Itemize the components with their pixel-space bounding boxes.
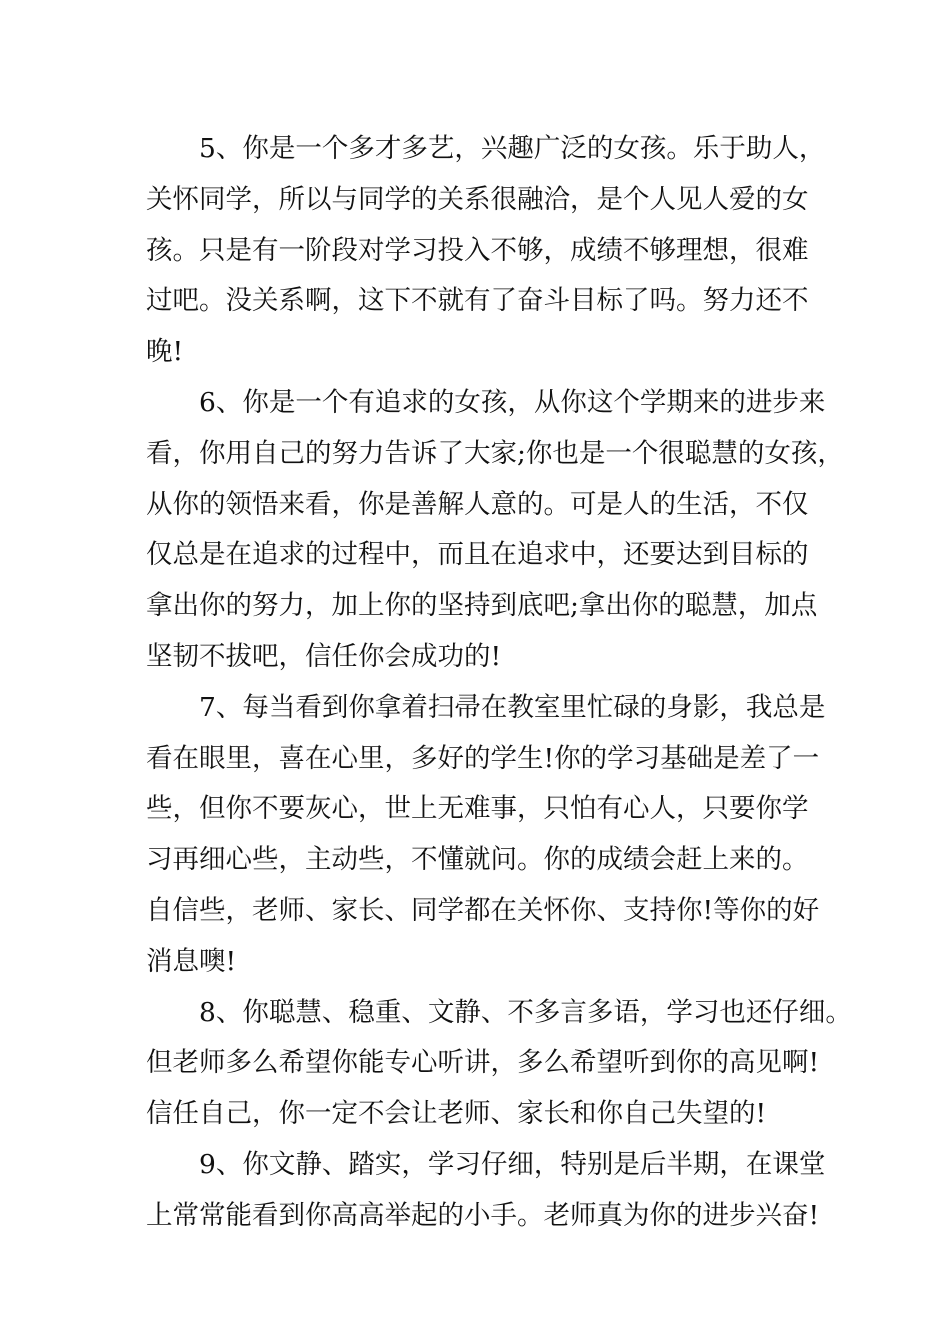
text-line: 晚! [146,336,184,368]
paragraph-7 [146,683,826,988]
text-line: 孩。只是有一阶段对学习投入不够，成绩不够理想，很难 [146,234,809,266]
paragraph-9 [146,1140,826,1242]
text-line: 过吧。没关系啊，这下不就有了奋斗目标了吗。努力还不 [146,285,809,317]
paragraph-5 [146,124,826,378]
text-line: 消息噢! [146,945,237,977]
document-body [146,124,852,1242]
text-line: 自信些，老师、家长、同学都在关怀你、支持你!等你的好 [146,894,820,926]
text-line: 看在眼里，喜在心里，多好的学生!你的学习基础是差了一 [146,742,820,774]
text-line: 6、你是一个有追求的女孩，从你这个学期来的进步来 [199,386,826,418]
text-line: 坚韧不拔吧，信任你会成功的! [146,640,502,672]
text-line: 8、你聪慧、稳重、文静、不多言多语，学习也还仔细。 [199,996,852,1028]
text-line: 些，但你不要灰心，世上无难事，只怕有心人，只要你学 [146,793,809,825]
text-line: 但老师多么希望你能专心听讲，多么希望听到你的高见啊! [146,1047,820,1079]
text-line: 9、你文静、踏实，学习仔细，特别是后半期，在课堂 [199,1148,826,1180]
text-line: 5、你是一个多才多艺，兴趣广泛的女孩。乐于助人， [199,133,826,164]
text-line: 从你的领悟来看，你是善解人意的。可是人的生活，不仅 [146,488,809,520]
paragraph-6 [146,378,844,683]
text-line: 看，你用自己的努力告诉了大家;你也是一个很聪慧的女孩， [146,437,844,469]
text-line: 关怀同学，所以与同学的关系很融洽，是个人见人爱的女 [146,183,809,215]
text-line: 拿出你的努力，加上你的坚持到底吧;拿出你的聪慧，加点 [146,590,818,622]
paragraph-8 [146,988,852,1140]
text-line: 7、每当看到你拿着扫帚在教室里忙碌的身影，我总是 [199,691,826,723]
text-line: 上常常能看到你高高举起的小手。老师真为你的进步兴奋! [146,1199,820,1231]
text-line: 信任自己，你一定不会让老师、家长和你自己失望的! [146,1098,767,1130]
text-line: 习再细心些，主动些，不懂就问。你的成绩会赶上来的。 [146,844,809,876]
text-line: 仅总是在追求的过程中，而且在追求中，还要达到目标的 [146,539,809,571]
